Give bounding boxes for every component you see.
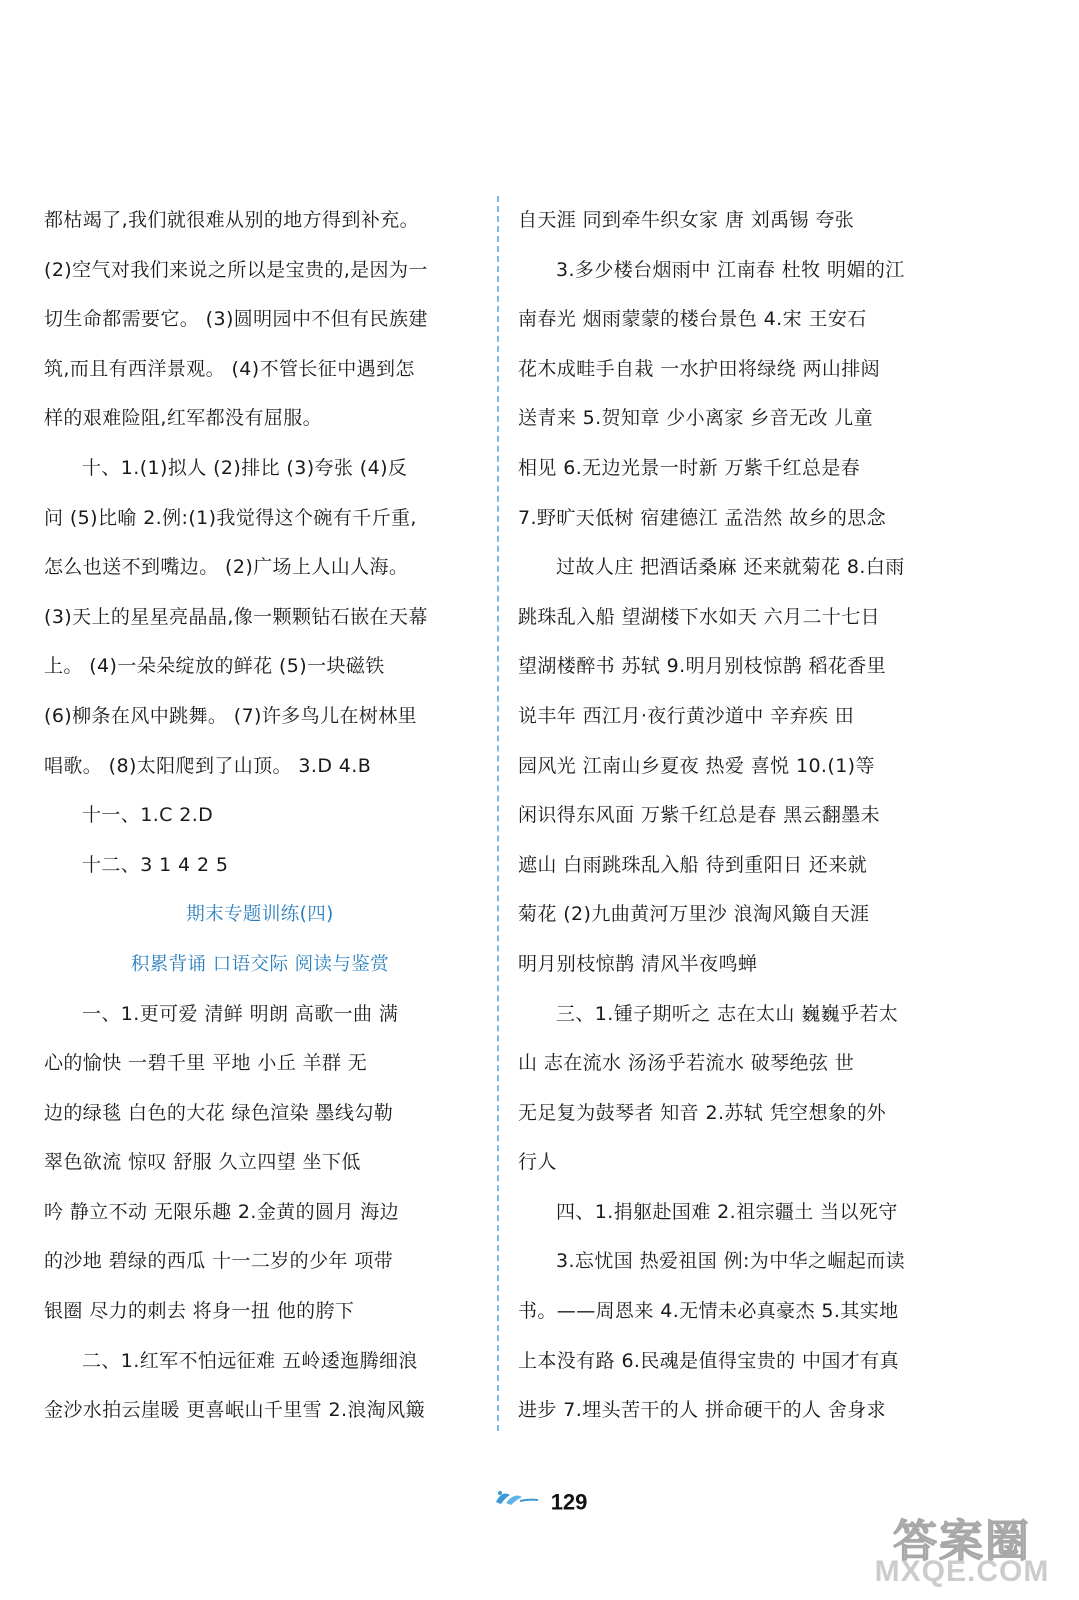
text-line: (6)柳条在风中跳舞。 (7)许多鸟儿在树林里 [44, 704, 418, 727]
text-line: 相见 6.无边光景一时新 万紫千红总是春 [518, 456, 861, 479]
text-line: 南春光 烟雨蒙蒙的楼台景色 4.宋 王安石 [518, 308, 867, 331]
left-column [44, 196, 476, 1436]
text-line: 行人 [518, 1151, 557, 1174]
section-heading: 期末专题训练(四) [186, 904, 334, 926]
right-column [518, 196, 950, 1436]
text-line: 银圈 尽力的刺去 将身一扭 他的胯下 [44, 1300, 355, 1323]
text-line: 上本没有路 6.民魂是值得宝贵的 中国才有真 [518, 1349, 900, 1372]
watermark-logo: 答案圈 [893, 1516, 1031, 1567]
text-line: 心的愉快 一碧千里 平地 小丘 羊群 无 [44, 1052, 368, 1075]
watermark-url: MXQE.COM [874, 1555, 1050, 1588]
text-line: 切生命都需要它。 (3)圆明园中不但有民族建 [44, 308, 428, 331]
text-line: 山 志在流水 汤汤乎若流水 破琴绝弦 世 [518, 1052, 855, 1075]
text-line: 园风光 江南山乡夏夜 热爱 喜悦 10.(1)等 [518, 754, 875, 777]
page-number: 129 [550, 1489, 588, 1515]
text-line: 闲识得东风面 万紫千红总是春 黑云翻墨未 [518, 804, 881, 827]
text-line: 都枯竭了,我们就很难从别的地方得到补充。 [44, 209, 420, 231]
section-heading: 积累背诵 口语交际 阅读与鉴赏 [130, 953, 390, 975]
text-line: 翠色欲流 惊叹 舒服 久立四望 坐下低 [44, 1151, 361, 1174]
watermark [862, 1505, 1062, 1595]
text-line: 问 (5)比喻 2.例:(1)我觉得这个碗有千斤重, [44, 506, 417, 529]
column-divider [497, 196, 499, 1431]
text-line: 一、1.更可爱 清鲜 明朗 高歌一曲 满 [82, 1002, 399, 1025]
text-line: 二、1.红军不怕远征难 五岭逶迤腾细浪 [82, 1349, 418, 1372]
text-line: 花木成畦手自栽 一水护田将绿绕 两山排闼 [518, 357, 881, 380]
text-line: 十一、1.C 2.D [82, 804, 214, 827]
text-line: 样的艰难险阻,红军都没有屈服。 [44, 407, 323, 430]
text-line: 过故人庄 把酒话桑麻 还来就菊花 8.白雨 [556, 556, 905, 579]
text-line: 的沙地 碧绿的西瓜 十一二岁的少年 项带 [44, 1250, 394, 1273]
text-line: 边的绿毯 白色的大花 绿色渲染 墨线勾勒 [44, 1101, 394, 1124]
text-line: 吟 静立不动 无限乐趣 2.金黄的圆月 海边 [44, 1200, 400, 1223]
text-line: 3.忘忧国 热爱祖国 例:为中华之崛起而读 [556, 1250, 906, 1273]
text-line: 进步 7.埋头苦干的人 拼命硬干的人 舍身求 [518, 1399, 887, 1422]
text-line: 唱歌。 (8)太阳爬到了山顶。 3.D 4.B [44, 754, 372, 777]
text-line: 书。——周恩来 4.无情未必真豪杰 5.其实地 [518, 1300, 899, 1323]
text-line: 上。 (4)一朵朵绽放的鲜花 (5)一块磁铁 [44, 655, 385, 678]
leaf-ornament-icon [492, 1483, 540, 1523]
text-line: 三、1.锺子期听之 志在太山 巍巍乎若太 [556, 1002, 899, 1025]
text-line: (2)空气对我们来说之所以是宝贵的,是因为一 [44, 258, 428, 281]
text-line: 7.野旷天低树 宿建德江 孟浩然 故乡的思念 [518, 506, 887, 529]
text-line: 筑,而且有西洋景观。 (4)不管长征中遇到怎 [44, 357, 415, 380]
text-line: 明月别枝惊鹊 清风半夜鸣蝉 [518, 952, 758, 975]
text-line: 送青来 5.贺知章 少小离家 乡音无改 儿童 [518, 407, 874, 430]
text-line: 无足复为鼓琴者 知音 2.苏轼 凭空想象的外 [518, 1101, 887, 1124]
text-line: 说丰年 西江月·夜行黄沙道中 辛弃疾 田 [518, 704, 855, 727]
text-line: (3)天上的星星亮晶晶,像一颗颗钻石嵌在天幕 [44, 605, 428, 628]
text-line: 菊花 (2)九曲黄河万里沙 浪淘风簸自天涯 [518, 903, 870, 926]
text-line: 十二、3 1 4 2 5 [82, 853, 229, 876]
text-line: 十、1.(1)拟人 (2)排比 (3)夸张 (4)反 [82, 456, 408, 479]
text-line: 望湖楼醉书 苏轼 9.明月别枝惊鹊 稻花香里 [518, 655, 887, 678]
text-line: 四、1.捐躯赴国难 2.祖宗疆土 当以死守 [556, 1200, 898, 1223]
text-line: 3.多少楼台烟雨中 江南春 杜牧 明媚的江 [556, 258, 905, 281]
text-line: 跳珠乱入船 望湖楼下水如天 六月二十七日 [518, 605, 881, 628]
text-line: 金沙水拍云崖暖 更喜岷山千里雪 2.浪淘风簸 [44, 1399, 426, 1422]
text-line: 遮山 白雨跳珠乱入船 待到重阳日 还来就 [518, 853, 868, 876]
text-line: 自天涯 同到牵牛织女家 唐 刘禹锡 夸张 [518, 209, 855, 231]
text-line: 怎么也送不到嘴边。 (2)广场上人山人海。 [44, 556, 409, 579]
